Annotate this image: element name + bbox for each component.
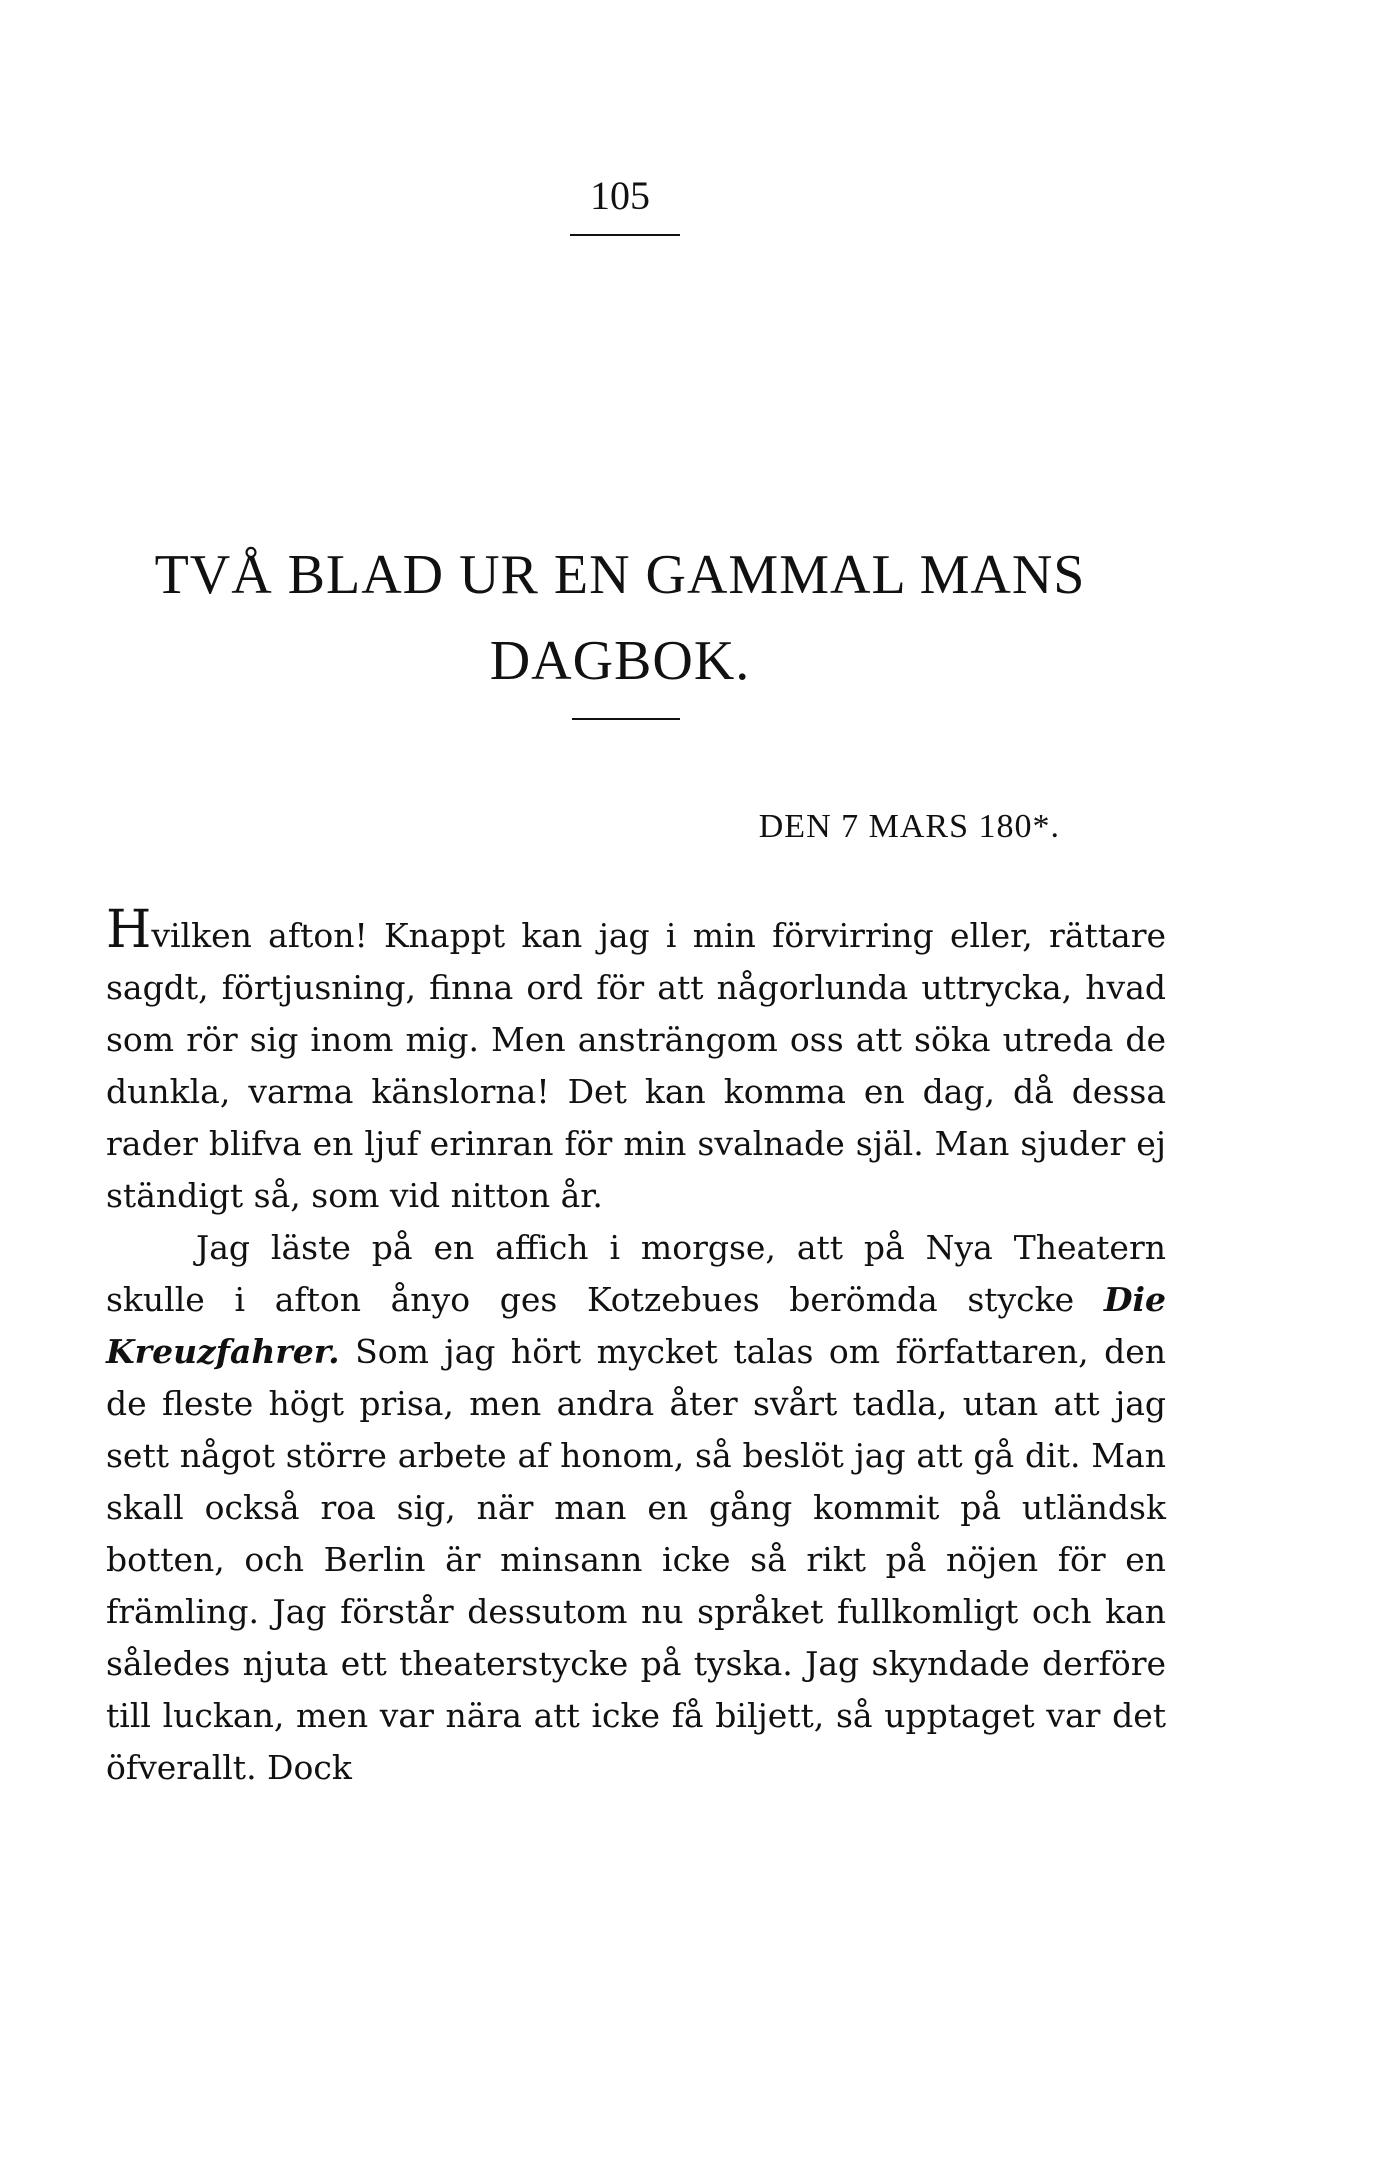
- page-number-rule: [570, 234, 680, 236]
- body-text: [106, 900, 1166, 1794]
- paragraph-2-text-before: Jag läste på en affich i morgse, att på Nya Theatern skulle i afton ånyo ges Kotzebues berömda stycke: [106, 1228, 1166, 1319]
- paragraph-2: [106, 1222, 1166, 1794]
- page-number: 105: [590, 173, 650, 218]
- chapter-title-line-1: TVÅ BLAD UR EN GAMMAL MANS: [154, 544, 1086, 606]
- diary-date: DEN 7 MARS 180*.: [758, 808, 1060, 845]
- paragraph-1-text: vilken afton! Knappt kan jag i min förvirring eller, rättare sagdt, förtjusning, finna ord för att någorlunda uttrycka, hvad som rör sig inom mig. Men ansträngom oss att söka utreda de dunkla, varma känslorna! Det kan komma en dag, då dessa rader blifva en ljuf erinran för min svalnade själ. Man sjuder ej ständigt så, som vid nitton år.: [106, 916, 1166, 1215]
- paragraph-2-text-after: Som jag hört mycket talas om författaren, den de fleste högt prisa, men andra åter svårt tadla, utan att jag sett något större arbete af honom, så beslöt jag att gå dit. Man skall också roa sig, när man en gång kommit på utländsk botten, och Berlin är minsann icke så rikt på nöjen för en främling. Jag förstår dessutom nu språket fullkomligt och kan således njuta ett theaterstycke på tyska. Jag skyndade derföre till luckan, men var nära att icke få biljett, så upptaget var det öfverallt. Dock: [106, 1332, 1166, 1787]
- drop-initial: H: [106, 900, 152, 960]
- chapter-title-line-2: DAGBOK.: [489, 630, 751, 692]
- paragraph-1: [106, 900, 1166, 1222]
- chapter-title: [0, 532, 1240, 704]
- title-divider: [572, 718, 680, 720]
- play-title: Die Kreuzfahrer.: [106, 1280, 1166, 1371]
